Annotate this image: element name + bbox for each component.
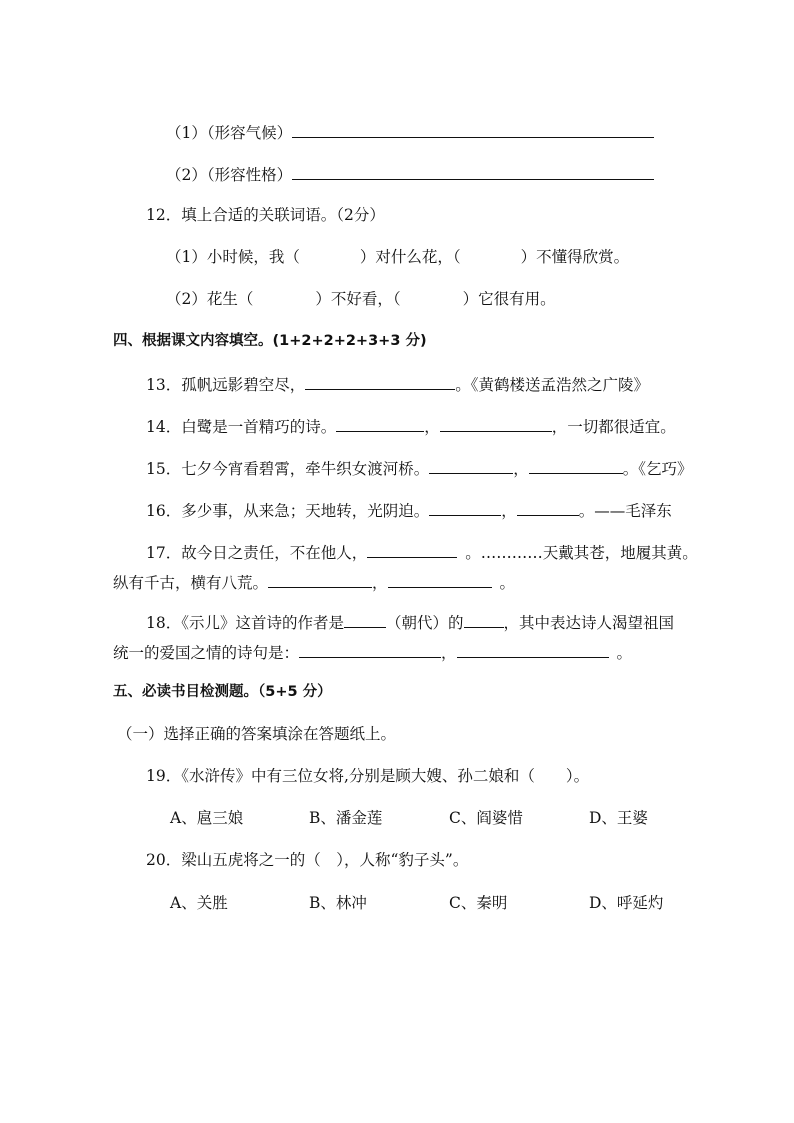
q14-line — [146, 415, 676, 437]
part-1-instruction: （一）选择正确的答案填涂在答题纸上。 — [117, 725, 397, 743]
q15-part-c: 。《乞巧》 — [622, 460, 693, 478]
q20-option-d[interactable]: D、呼延灼 — [589, 894, 664, 912]
q16-part-c: 。——毛泽东 — [578, 502, 672, 520]
q19-option-a[interactable]: A、扈三娘 — [170, 809, 244, 827]
q20-option-a[interactable]: A、关胜 — [170, 894, 228, 912]
q20-stem: 20．梁山五虎将之一的（ ），人称“豹子头”。 — [146, 851, 469, 869]
q16-line — [146, 499, 672, 521]
q13-part-b: 。《黄鹤楼送孟浩然之广陵》 — [455, 376, 649, 394]
q17-line-1 — [146, 541, 698, 563]
q13-part-a: 13．孤帆远影碧空尽， — [146, 376, 306, 394]
q17-part-c: 纵有千古，横有八荒。 — [113, 574, 269, 592]
answer-blank[interactable] — [292, 121, 654, 138]
q18-line-2 — [113, 641, 632, 663]
q16-part-a: 16．多少事，从来急；天地转，光阴迫。 — [146, 502, 430, 520]
q13-line — [146, 373, 649, 395]
q18-line-1 — [146, 611, 674, 633]
q12-s1-part-b: ）对什么花，（ — [359, 248, 461, 266]
q20-options — [0, 893, 794, 913]
q20-option-c[interactable]: C、秦明 — [449, 894, 508, 912]
item11-sub2-label: （2）（形容性格） — [166, 166, 293, 184]
answer-blank[interactable] — [440, 415, 552, 432]
answer-blank[interactable] — [336, 415, 424, 432]
q17-part-a: 17．故今日之责任，不在他人， — [146, 544, 368, 562]
q18-part-e: ， — [441, 644, 457, 662]
answer-blank[interactable] — [529, 457, 623, 474]
answer-blank[interactable] — [292, 163, 654, 180]
q19-options — [0, 808, 794, 828]
q18-part-c: ，其中表达诗人渴望祖国 — [503, 614, 675, 632]
item11-sub1-label: （1）（形容气候） — [166, 124, 293, 142]
q14-part-c: ，一切都很适宜。 — [551, 418, 676, 436]
q17-part-d: ， — [372, 574, 388, 592]
answer-blank[interactable] — [299, 641, 441, 658]
item11-line-1 — [166, 121, 654, 143]
answer-blank[interactable] — [305, 373, 455, 390]
answer-blank[interactable] — [517, 499, 579, 516]
section-4-heading: 四、根据课文内容填空。(1+2+2+2+3+3 分) — [113, 333, 427, 349]
q18-part-b: （朝代）的 — [385, 614, 464, 632]
answer-blank[interactable] — [268, 571, 372, 588]
q12-s2-part-a: （2）花生（ — [166, 290, 254, 308]
q18-part-d: 统一的爱国之情的诗句是： — [113, 644, 300, 662]
q12-stem: 12．填上合适的关联词语。（2分） — [146, 206, 385, 224]
answer-blank[interactable] — [457, 641, 609, 658]
section-5-heading: 五、必读书目检测题。（5+5 分） — [113, 684, 332, 700]
q15-part-b: ， — [513, 460, 529, 478]
item11-line-2 — [166, 163, 654, 185]
q19-option-d[interactable]: D、王婆 — [589, 809, 648, 827]
q17-part-e: 。 — [499, 574, 516, 592]
q12-s1-part-c: ）不懂得欣赏。 — [520, 248, 630, 266]
answer-blank[interactable] — [344, 611, 386, 628]
q19-option-b[interactable]: B、潘金莲 — [309, 809, 383, 827]
q17-part-b: 。…………天戴其苍，地履其黄。 — [465, 544, 698, 562]
answer-blank[interactable] — [429, 499, 501, 516]
q18-part-a: 18．《示儿》这首诗的作者是 — [146, 614, 344, 632]
q20-option-b[interactable]: B、林冲 — [309, 894, 367, 912]
q14-part-a: 14．白鹭是一首精巧的诗。 — [146, 418, 337, 436]
q14-part-b: ， — [424, 418, 440, 436]
q16-part-b: ， — [501, 502, 517, 520]
q15-line — [146, 457, 693, 479]
q19-option-c[interactable]: C、阎婆惜 — [449, 809, 523, 827]
answer-blank[interactable] — [388, 571, 492, 588]
q15-part-a: 15．七夕今宵看碧霄，牵牛织女渡河桥。 — [146, 460, 430, 478]
q12-s2-part-b: ）不好看，（ — [315, 290, 401, 308]
answer-blank[interactable] — [429, 457, 513, 474]
q19-stem: 19．《水浒传》中有三位女将,分别是顾大嫂、孙二娘和（ ）。 — [146, 767, 590, 785]
q12-s1-part-a: （1）小时候，我（ — [166, 248, 300, 266]
q12-sentence-1 — [166, 247, 629, 267]
answer-blank[interactable] — [464, 611, 504, 628]
q12-s2-part-c: ）它很有用。 — [462, 290, 556, 308]
q18-part-f: 。 — [616, 644, 633, 662]
q12-sentence-2 — [166, 289, 556, 309]
answer-blank[interactable] — [367, 541, 457, 558]
q17-line-2 — [113, 571, 515, 593]
